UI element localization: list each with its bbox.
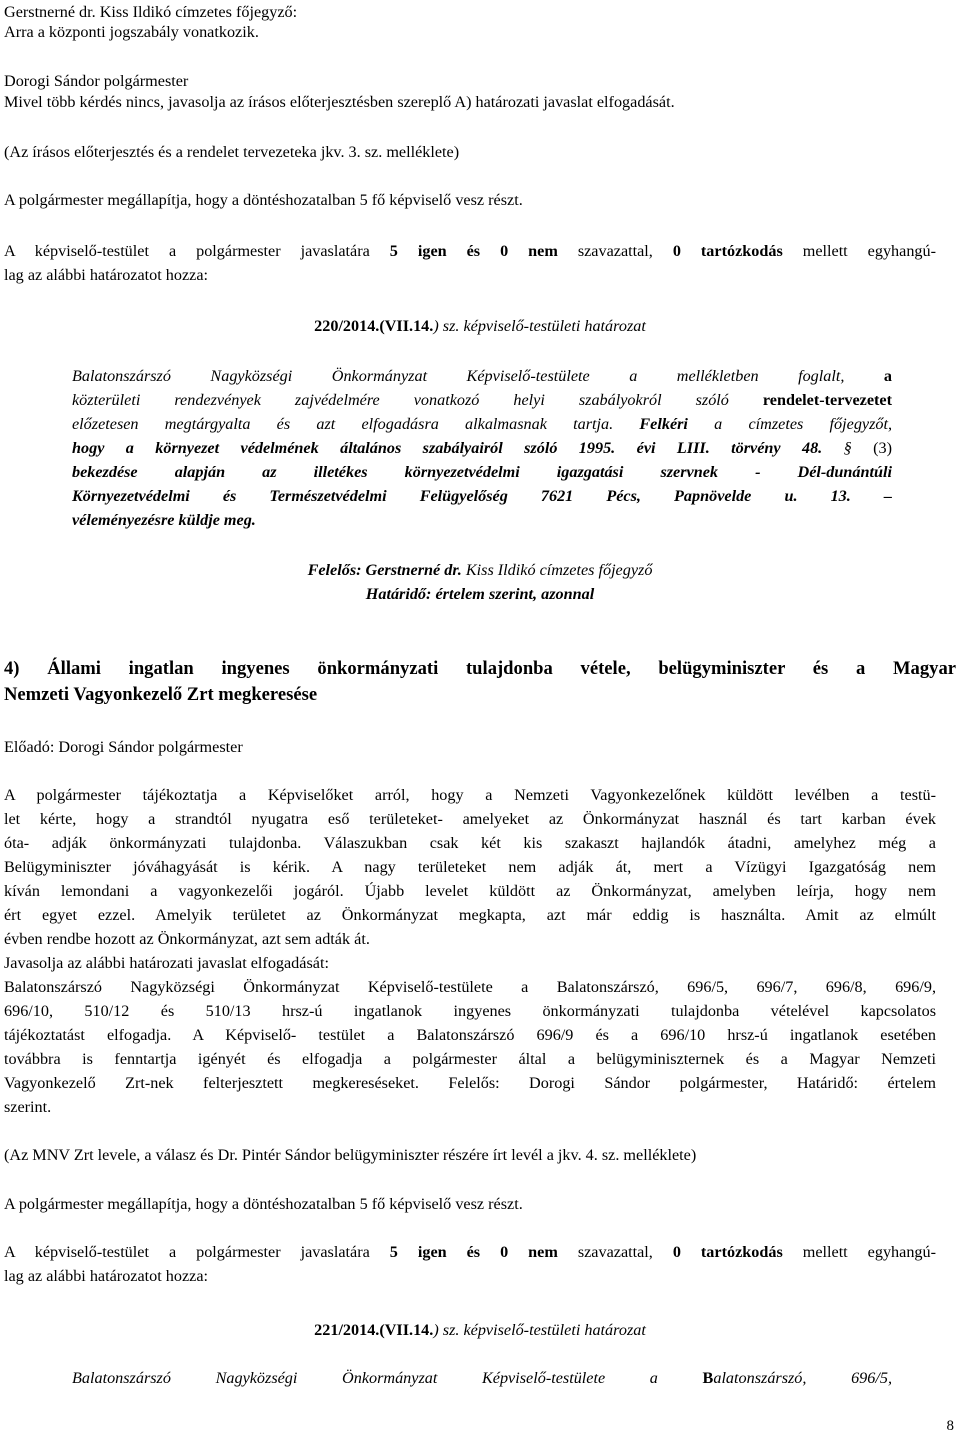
body-line: Javasolja az alábbi határozati javaslat elfogadását: [4, 954, 329, 972]
speaker-line: Előadó: Dorogi Sándor polgármester [4, 738, 243, 756]
body-line: let kérte, hogy a strandtól nyugatra eső területeket- amelyeket az Önkormányzat használ és tart karban évek [4, 810, 936, 828]
text-line: A polgármester megállapítja, hogy a döntéshozatalban 5 fő képviselő vesz részt. [4, 191, 523, 209]
resolution-line: előzetesen megtárgyalta és azt elfogadásra alkalmasnak tartja. Felkéri a címzetes főjegyzőt, [72, 415, 893, 433]
text-line: (Az MNV Zrt levele, a válasz és Dr. Pintér Sándor belügyminiszter részére írt levél a jkv. 4. sz. melléklete) [4, 1146, 697, 1164]
body-line: Balatonszárszó Nagyközségi Önkormányzat Képviselő-testülete a Balatonszárszó, 696/5, 696/7, 696/8, 696/9, [4, 978, 936, 996]
resolution-line: véleményezésre küldje meg. [72, 511, 256, 529]
deadline-line: Határidő: értelem szerint, azonnal [365, 585, 595, 603]
body-line: óta- adják önkormányzati tulajdonba. Válaszukban csak két kis szakaszt hajlandók átadni, amelyhez még a [4, 834, 936, 852]
resolution-line: Környezetvédelmi és Természetvédelmi Felügyelőség 7621 Pécs, Papnövelde u. 13. – [72, 487, 892, 505]
vote-line: A képviselő-testület a polgármester javaslatára 5 igen és 0 nem szavazattal, 0 tartózkodás mellett egyhangú- [4, 242, 936, 260]
text-line: A polgármester megállapítja, hogy a döntéshozatalban 5 fő képviselő vesz részt. [4, 1195, 523, 1213]
page-number: 8 [946, 1418, 954, 1434]
body-line: A polgármester tájékoztatja a Képviselőket arról, hogy a Nemzeti Vagyonkezelőnek küldött levélben a testü- [4, 786, 936, 804]
resolution-line: hogy a környezet védelmének általános szabályairól szóló 1995. évi LIII. törvény 48. § (3) [72, 439, 892, 457]
body-line: ért egyet ezzel. Amelyik területet az Önkormányzat megkapta, azt már eddig is használta. Amit az elmúlt [4, 906, 936, 924]
responsible-line: Felelős: Gerstnerné dr. Kiss Ildikó címzetes főjegyző [307, 561, 653, 579]
body-line: Belügyminiszter jóváhagyását is kérik. A nagy területeket nem adják át, mert a Vízügyi Igazgatóság nem [4, 858, 936, 876]
body-line: továbbra is fenntartja igényét és elfogadja a polgármester által a belügyminiszternek és a Magyar Nemzeti [4, 1050, 936, 1068]
body-line: 696/10, 510/12 és 510/13 hrsz-ú ingatlanok ingyenes önkormányzati tulajdonba vételével kapcsolatos [4, 1002, 936, 1020]
resolution-line: bekezdése alapján az illetékes környezetvédelmi igazgatási szervnek - Dél-dunántúli [72, 463, 892, 481]
text-line: (Az írásos előterjesztés és a rendelet tervezeteka jkv. 3. sz. melléklete) [4, 143, 460, 161]
speaker-line: Gerstnerné dr. Kiss Ildikó címzetes főjegyző: [4, 3, 298, 21]
section-heading: Nemzeti Vagyonkezelő Zrt megkeresése [4, 684, 318, 705]
speaker-line: Dorogi Sándor polgármester [4, 72, 189, 90]
vote-line: A képviselő-testület a polgármester javaslatára 5 igen és 0 nem szavazattal, 0 tartózkodás mellett egyhangú- [4, 1243, 936, 1261]
text-line: Mivel több kérdés nincs, javasolja az írásos előterjesztésben szereplő A) határozati javaslat elfogadását. [4, 93, 675, 111]
text-line: lag az alábbi határozatot hozza: [4, 1267, 209, 1285]
resolution-line: Balatonszárszó Nagyközségi Önkormányzat Képviselő-testülete a Balatonszárszó, 696/5, [72, 1369, 893, 1387]
body-line: Vagyonkezelő Zrt-nek felterjesztett megkereséseket. Felelős: Dorogi Sándor polgármester, Határidő: értelem [4, 1074, 936, 1092]
body-line: tájékoztatást elfogadja. A Képviselő- testület a Balatonszárszó 696/9 és a 696/10 hrsz-ú ingatlanok esetében [4, 1026, 936, 1044]
resolution-title: 221/2014.(VII.14.) sz. képviselő-testületi határozat [314, 1321, 646, 1339]
resolution-line: Balatonszárszó Nagyközségi Önkormányzat Képviselő-testülete a mellékletben foglalt, a [72, 367, 892, 385]
body-line: kíván lemondani a vagyonkezelői jogáról. Újabb levelet küldött az Önkormányzat, amelyben leírja, hogy nem [4, 882, 936, 900]
resolution-title: 220/2014.(VII.14.) sz. képviselő-testületi határozat [314, 317, 646, 335]
text-line: lag az alábbi határozatot hozza: [4, 266, 209, 284]
section-heading: 4) Állami ingatlan ingyenes önkormányzati tulajdonba vétele, belügyminiszter és a Magyar [4, 658, 956, 679]
body-line: szerint. [4, 1098, 52, 1116]
body-line: évben rendbe hozott az Önkormányzat, azt sem adták át. [4, 930, 370, 948]
resolution-line: közterületi rendezvények zajvédelmére vonatkozó helyi szabályokról szóló rendelet-tervezetet [72, 391, 892, 409]
text-line: Arra a központi jogszabály vonatkozik. [4, 23, 259, 41]
